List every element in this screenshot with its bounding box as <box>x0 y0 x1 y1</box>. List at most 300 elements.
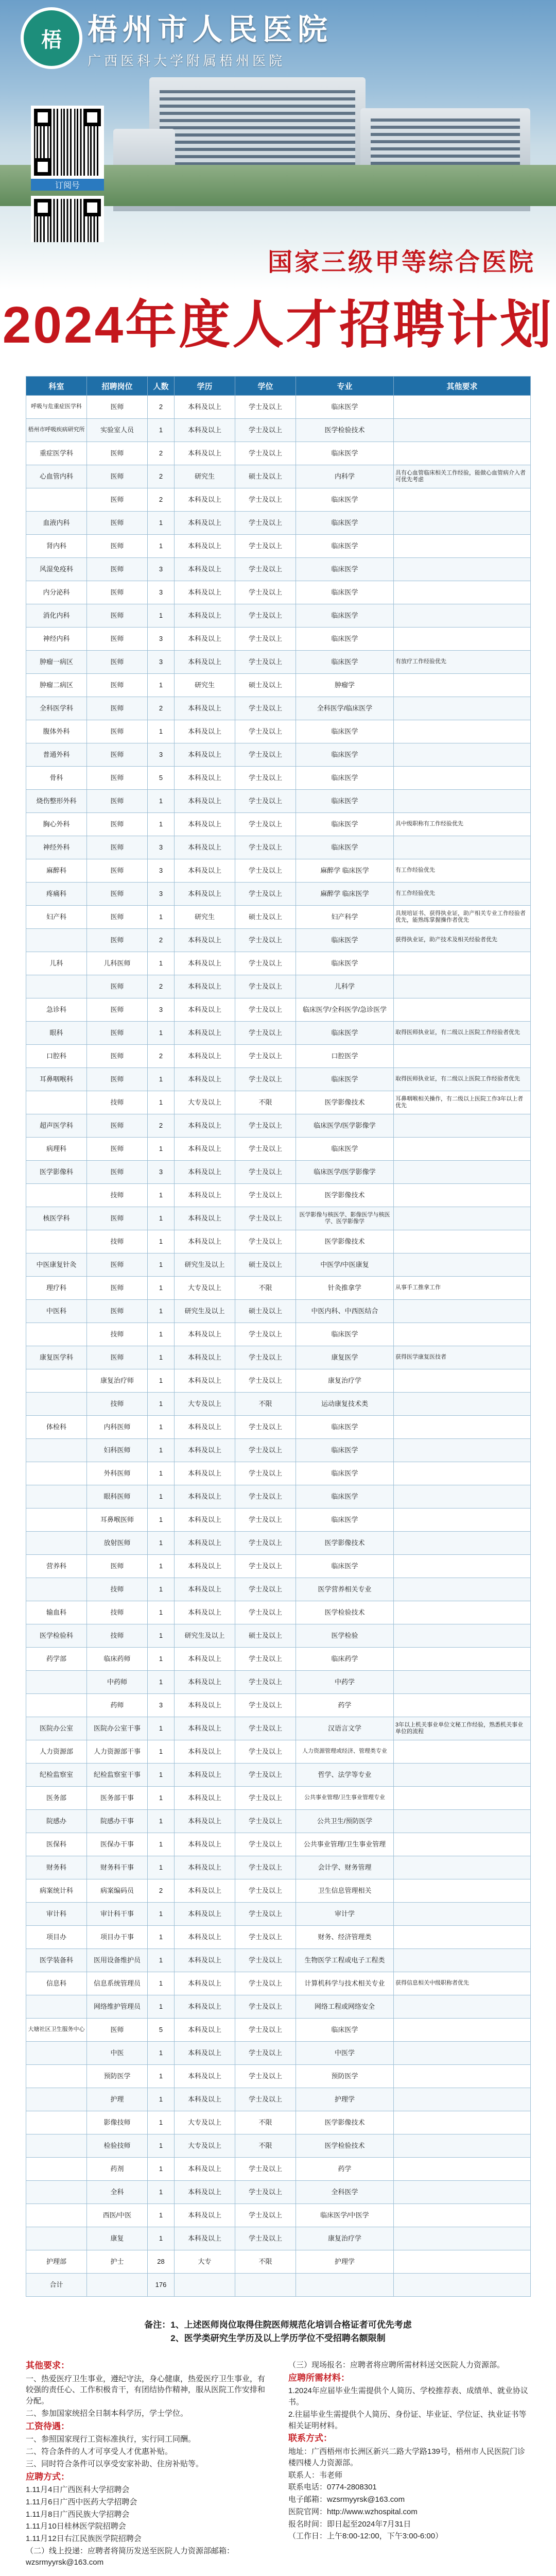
table-cell: 信息系统管理员 <box>87 1972 148 1995</box>
table-row <box>26 790 531 813</box>
table-cell: 内科学 <box>296 465 394 488</box>
table-cell: 1 <box>148 1532 175 1555</box>
table-cell: 纪检监察室干事 <box>87 1764 148 1787</box>
table-row <box>26 813 531 836</box>
table-cell: 医师 <box>87 442 148 465</box>
table-cell: 本科及以上 <box>175 1856 235 1879</box>
table-row <box>26 488 531 512</box>
table-cell <box>394 1856 531 1879</box>
table-cell: 临床医学 <box>296 743 394 767</box>
table-cell: 大专 <box>175 2250 235 2274</box>
table-cell: 大专及以上 <box>175 1091 235 1114</box>
table-cell: 神经外科 <box>26 836 87 859</box>
table-cell: 1 <box>148 1856 175 1879</box>
table-cell: 药学 <box>296 2158 394 2181</box>
table-cell: 本科及以上 <box>175 2065 235 2088</box>
table-cell: 学士及以上 <box>235 1856 296 1879</box>
table-cell: 临床医学/全科医学/急诊医学 <box>296 998 394 1022</box>
table-cell: 1 <box>148 1439 175 1462</box>
table-cell: 学士及以上 <box>235 697 296 720</box>
table-cell: 本科及以上 <box>175 1045 235 1068</box>
table-cell: 学士及以上 <box>235 2065 296 2088</box>
table-cell <box>394 1207 531 1230</box>
info-line: 医院官网：http://www.wzhospital.com <box>288 2507 418 2516</box>
table-cell: 康复治疗学 <box>296 1369 394 1393</box>
table-cell: 实验室人员 <box>87 419 148 442</box>
table-cell <box>394 2204 531 2227</box>
table-cell: 学士及以上 <box>235 1462 296 1485</box>
table-cell: 学士及以上 <box>235 1764 296 1787</box>
table-cell: 医学检验技术 <box>296 419 394 442</box>
table-row <box>26 1114 531 1138</box>
info-line: 一、参照国家现行工资标准执行，实行同工同酬。 <box>26 2435 196 2444</box>
table-cell <box>26 1184 87 1207</box>
table-cell <box>394 836 531 859</box>
table-cell: 项目办干事 <box>87 1926 148 1949</box>
info-line: 1.11月6日广西中医药大学招聘会 <box>26 2497 137 2506</box>
table-cell: 临床医学 <box>296 1509 394 1532</box>
table-cell: 疼痛科 <box>26 883 87 906</box>
table-cell <box>394 1578 531 1601</box>
table-cell: 全科医学/临床医学 <box>296 697 394 720</box>
table-cell: 学士及以上 <box>235 2019 296 2042</box>
table-cell: 本科及以上 <box>175 604 235 628</box>
table-cell: 1 <box>148 1764 175 1787</box>
table-row <box>26 883 531 906</box>
table-row <box>26 836 531 859</box>
table-cell: 1 <box>148 813 175 836</box>
table-cell <box>394 1045 531 1068</box>
table-cell <box>296 2274 394 2297</box>
table-cell: 2 <box>148 442 175 465</box>
table-row <box>26 1555 531 1578</box>
table-cell: 麻醉学 临床医学 <box>296 883 394 906</box>
table-cell: 麻醉科 <box>26 859 87 883</box>
table-cell: 5 <box>148 2019 175 2042</box>
table-cell: 学士及以上 <box>235 859 296 883</box>
table-cell: 1 <box>148 1416 175 1439</box>
table-cell: 肿瘤二病区 <box>26 674 87 697</box>
table-row <box>26 1694 531 1717</box>
table-cell: 临床医学 <box>296 790 394 813</box>
table-cell <box>26 1369 87 1393</box>
table-cell: 1 <box>148 1277 175 1300</box>
info-right-column <box>288 2360 530 2543</box>
table-cell: 本科及以上 <box>175 512 235 535</box>
table-cell: 技师 <box>87 1184 148 1207</box>
table-cell: 1 <box>148 2065 175 2088</box>
table-cell <box>87 2274 148 2297</box>
table-cell: 1 <box>148 1253 175 1277</box>
table-cell <box>394 1555 531 1578</box>
table-cell <box>394 1810 531 1833</box>
table-cell: 卫生信息管理相关 <box>296 1879 394 1903</box>
table-cell: 病案编码员 <box>87 1879 148 1903</box>
table-cell: 护理学 <box>296 2250 394 2274</box>
table-cell: 1 <box>148 906 175 929</box>
table-cell: 本科及以上 <box>175 929 235 952</box>
table-cell: 医师 <box>87 581 148 604</box>
table-cell: 心血管内科 <box>26 465 87 488</box>
table-cell: 研究生 <box>175 906 235 929</box>
table-cell: 获得信息相关中级职称者优先 <box>394 1972 531 1995</box>
table-cell: 本科及以上 <box>175 1138 235 1161</box>
table-cell: 技师 <box>87 1601 148 1624</box>
table-cell: 医师 <box>87 1068 148 1091</box>
table-cell: 学士及以上 <box>235 1184 296 1207</box>
table-cell: 药学部 <box>26 1648 87 1671</box>
table-cell: 3 <box>148 836 175 859</box>
table-cell: 学士及以上 <box>235 1671 296 1694</box>
table-cell: 1 <box>148 2227 175 2250</box>
table-cell: 胸心外科 <box>26 813 87 836</box>
table-cell: 医师 <box>87 1253 148 1277</box>
table-cell: 学士及以上 <box>235 813 296 836</box>
table-row <box>26 2111 531 2134</box>
table-cell: 学士及以上 <box>235 604 296 628</box>
table-cell <box>26 2134 87 2158</box>
table-cell: 医师 <box>87 488 148 512</box>
table-cell: 学士及以上 <box>235 1879 296 1903</box>
table-cell: 医学检验科 <box>26 1624 87 1648</box>
table-cell: 具中级职称有工作经验优先 <box>394 813 531 836</box>
table-row <box>26 906 531 929</box>
table-cell: 学士及以上 <box>235 1995 296 2019</box>
table-cell: 学士及以上 <box>235 1416 296 1439</box>
table-cell <box>394 767 531 790</box>
table-row <box>26 1926 531 1949</box>
table-cell: 耳鼻喉医师 <box>87 1509 148 1532</box>
table-body <box>26 396 531 2297</box>
table-cell <box>394 604 531 628</box>
table-cell: 学士及以上 <box>235 512 296 535</box>
table-cell <box>394 396 531 419</box>
table-cell: 西医/中医 <box>87 2204 148 2227</box>
table-cell: 临床医学 <box>296 929 394 952</box>
table-cell: 本科及以上 <box>175 1787 235 1810</box>
table-cell: 本科及以上 <box>175 1439 235 1462</box>
table-cell <box>394 488 531 512</box>
table-cell: 大专及以上 <box>175 2111 235 2134</box>
table-cell: 1 <box>148 1138 175 1161</box>
info-left-column <box>26 2360 268 2569</box>
table-row <box>26 651 531 674</box>
table-cell: 1 <box>148 1648 175 1671</box>
table-cell: 医师 <box>87 975 148 998</box>
table-cell: 获得执业证，助产技术及相关经验者优先 <box>394 929 531 952</box>
table-cell: 本科及以上 <box>175 1926 235 1949</box>
table-cell: 学士及以上 <box>235 1369 296 1393</box>
table-cell: 血液内科 <box>26 512 87 535</box>
table-cell: 医师 <box>87 604 148 628</box>
table-cell: 学士及以上 <box>235 790 296 813</box>
table-cell: 预防医学 <box>87 2065 148 2088</box>
table-cell: 技师 <box>87 1091 148 1114</box>
table-cell: 医师 <box>87 512 148 535</box>
table-cell: 1 <box>148 2042 175 2065</box>
table-cell: 本科及以上 <box>175 998 235 1022</box>
table-cell: 肾内科 <box>26 535 87 558</box>
table-cell <box>394 442 531 465</box>
table-cell: 中医学 <box>296 2042 394 2065</box>
table-cell: 1 <box>148 1972 175 1995</box>
table-cell: 本科及以上 <box>175 2019 235 2042</box>
table-cell: 耳鼻咽喉相关操作，有二级以上医院工作3年以上者优先 <box>394 1091 531 1114</box>
table-cell <box>394 581 531 604</box>
table-cell <box>26 1323 87 1346</box>
table-cell: 临床医学 <box>296 535 394 558</box>
table-row <box>26 2204 531 2227</box>
table-cell: 学士及以上 <box>235 2088 296 2111</box>
table-cell: 学士及以上 <box>235 1439 296 1462</box>
table-cell: 学士及以上 <box>235 2227 296 2250</box>
table-cell: 审计科 <box>26 1903 87 1926</box>
table-row <box>26 674 531 697</box>
table-row <box>26 1485 531 1509</box>
table-cell: 本科及以上 <box>175 558 235 581</box>
info-heading: 应聘方式： <box>26 2471 70 2482</box>
table-cell: 2 <box>148 1879 175 1903</box>
table-cell: 1 <box>148 1949 175 1972</box>
table-cell: 中医科 <box>26 1300 87 1323</box>
table-cell: 不限 <box>235 2111 296 2134</box>
table-cell: 肿瘤学 <box>296 674 394 697</box>
table-row <box>26 1972 531 1995</box>
table-cell: 临床医学 <box>296 2019 394 2042</box>
table-cell: 腹体外科 <box>26 720 87 743</box>
table-cell: 中医 <box>87 2042 148 2065</box>
table-cell: 临床医学 <box>296 396 394 419</box>
table-cell: 不限 <box>235 2134 296 2158</box>
table-cell: 本科及以上 <box>175 396 235 419</box>
table-cell <box>394 512 531 535</box>
table-cell: 检验技师 <box>87 2134 148 2158</box>
table-cell: 1 <box>148 1601 175 1624</box>
table-row <box>26 1416 531 1439</box>
info-line: 2.往届毕业生需提供个人简历、身份证、毕业证、学位证、执业证书等相关证明材料。 <box>288 2410 527 2430</box>
table-cell: 学士及以上 <box>235 998 296 1022</box>
table-cell: 2 <box>148 929 175 952</box>
table-cell: 麻醉学 临床医学 <box>296 859 394 883</box>
table-cell: 合计 <box>26 2274 87 2297</box>
recruitment-table <box>26 376 531 2297</box>
table-cell: 学士及以上 <box>235 975 296 998</box>
table-cell: 本科及以上 <box>175 488 235 512</box>
table-cell: 本科及以上 <box>175 1346 235 1369</box>
table-cell: 医学影像技术 <box>296 1091 394 1114</box>
table-cell: 学士及以上 <box>235 628 296 651</box>
table-cell: 妇产科学 <box>296 906 394 929</box>
table-cell: 体检科 <box>26 1416 87 1439</box>
table-cell: 临床医学/医学影像学 <box>296 1114 394 1138</box>
info-line: 联系电话：0774-2808301 <box>288 2483 377 2492</box>
table-cell: 1 <box>148 2111 175 2134</box>
table-cell: 医师 <box>87 1277 148 1300</box>
table-cell: 有工作经验优先 <box>394 883 531 906</box>
table-cell: 临床医学 <box>296 1555 394 1578</box>
table-cell: 临床医学 <box>296 651 394 674</box>
table-cell: 本科及以上 <box>175 1323 235 1346</box>
table-cell: 妇产科 <box>26 906 87 929</box>
table-row <box>26 952 531 975</box>
table-cell <box>394 1949 531 1972</box>
table-cell: 医师 <box>87 396 148 419</box>
table-cell: 本科及以上 <box>175 1207 235 1230</box>
table-cell: 医师 <box>87 929 148 952</box>
table-cell <box>26 1532 87 1555</box>
table-cell <box>26 2227 87 2250</box>
qr-code-subscription[interactable] <box>31 106 104 179</box>
table-row <box>26 1995 531 2019</box>
table-cell: 医师 <box>87 1207 148 1230</box>
table-cell <box>394 1439 531 1462</box>
table-cell: 医学影像与核医学、影像医学与核医学、医学影像学 <box>296 1207 394 1230</box>
table-cell: 1 <box>148 512 175 535</box>
table-cell <box>394 998 531 1022</box>
table-cell <box>394 2134 531 2158</box>
table-cell: 1 <box>148 1578 175 1601</box>
table-cell: 中医康复针灸 <box>26 1253 87 1277</box>
table-cell: 医师 <box>87 2019 148 2042</box>
table-cell: 1 <box>148 1671 175 1694</box>
table-row <box>26 2134 531 2158</box>
table-cell: 临床医学 <box>296 813 394 836</box>
table-cell: 护理学 <box>296 2088 394 2111</box>
table-cell: 医师 <box>87 628 148 651</box>
table-cell: 临床医学 <box>296 720 394 743</box>
table-cell: 营养科 <box>26 1555 87 1578</box>
table-cell: 本科及以上 <box>175 1995 235 2019</box>
table-cell: 医师 <box>87 535 148 558</box>
table-cell: 医学检验 <box>296 1624 394 1648</box>
table-cell: 临床医学 <box>296 836 394 859</box>
table-cell: 康复医学 <box>296 1346 394 1369</box>
table-cell: 1 <box>148 1509 175 1532</box>
table-cell <box>394 743 531 767</box>
table-cell: 1 <box>148 1740 175 1764</box>
table-cell: 2 <box>148 488 175 512</box>
table-cell: 护理 <box>87 2088 148 2111</box>
table-header-cell: 学历 <box>175 377 235 396</box>
table-cell: 影像技师 <box>87 2111 148 2134</box>
table-cell: 学士及以上 <box>235 1045 296 1068</box>
table-cell: 硕士及以上 <box>235 1300 296 1323</box>
table-cell <box>394 419 531 442</box>
table-cell: 普通外科 <box>26 743 87 767</box>
table-cell: 临床医学 <box>296 1068 394 1091</box>
table-cell: 临床医学 <box>296 604 394 628</box>
table-row <box>26 1161 531 1184</box>
table-row <box>26 1091 531 1114</box>
table-cell <box>394 2111 531 2134</box>
table-cell: 研究生及以上 <box>175 1300 235 1323</box>
table-cell: 全科医学科 <box>26 697 87 720</box>
table-row <box>26 1578 531 1601</box>
table-cell <box>26 929 87 952</box>
info-line: 二、参加国家统招全日制本科学历，学士学位。 <box>26 2409 188 2418</box>
table-cell: 医师 <box>87 1045 148 1068</box>
table-row <box>26 767 531 790</box>
table-cell: 病案统计科 <box>26 1879 87 1903</box>
table-row <box>26 1369 531 1393</box>
table-cell: 内分泌科 <box>26 581 87 604</box>
table-cell: 全科 <box>87 2181 148 2204</box>
table-cell: 硕士及以上 <box>235 906 296 929</box>
table-cell: 技师 <box>87 1624 148 1648</box>
table-cell: 本科及以上 <box>175 1578 235 1601</box>
table-cell: 学士及以上 <box>235 1949 296 1972</box>
table-cell: 公共卫生/预防医学 <box>296 1810 394 1833</box>
table-cell: 学士及以上 <box>235 1926 296 1949</box>
table-cell: 风湿免疫科 <box>26 558 87 581</box>
table-cell: 审计科干事 <box>87 1903 148 1926</box>
table-cell <box>26 1091 87 1114</box>
table-row <box>26 1810 531 1833</box>
table-cell: 技师 <box>87 1230 148 1253</box>
table-row <box>26 419 531 442</box>
table-cell: 医学检验技术 <box>296 1601 394 1624</box>
table-cell: 全科医学 <box>296 2181 394 2204</box>
table-cell: 具有心血管临床相关工作经验，能做心血管病介入者可优先考虑 <box>394 465 531 488</box>
table-cell: 本科及以上 <box>175 1601 235 1624</box>
table-row <box>26 558 531 581</box>
table-cell: 纪检监察室 <box>26 1764 87 1787</box>
info-line: 一、热爱医疗卫生事业，遵纪守法，身心健康，热爱医疗卫生事业，有较强的责任心、工作积极肯干，有团结协作精神，服从医院工作安排和分配。 <box>26 2374 266 2406</box>
table-cell <box>394 2019 531 2042</box>
table-cell: 项目办 <box>26 1926 87 1949</box>
table-cell: 药师 <box>87 1694 148 1717</box>
table-row <box>26 929 531 952</box>
table-cell: 学士及以上 <box>235 1509 296 1532</box>
table-row <box>26 998 531 1022</box>
table-cell: 临床医学 <box>296 558 394 581</box>
table-cell: 临床医学/医学影像学 <box>296 1161 394 1184</box>
table-cell: 学士及以上 <box>235 929 296 952</box>
table-cell: 取得医师执业证，有二级以上医院工作经验者优先 <box>394 1068 531 1091</box>
table-cell: 1 <box>148 2204 175 2227</box>
table-cell: 学士及以上 <box>235 720 296 743</box>
table-cell <box>26 2204 87 2227</box>
table-cell: 医师 <box>87 465 148 488</box>
table-row <box>26 1879 531 1903</box>
table-cell <box>26 1462 87 1485</box>
table-cell: 医师 <box>87 1346 148 1369</box>
table-cell: 医师 <box>87 743 148 767</box>
table-cell: 学士及以上 <box>235 1022 296 1045</box>
table-cell: 临床药师 <box>87 1648 148 1671</box>
table-cell: 大专及以上 <box>175 1277 235 1300</box>
table-cell: 医务部干事 <box>87 1787 148 1810</box>
table-cell: 1 <box>148 1787 175 1810</box>
table-cell: 2 <box>148 1114 175 1138</box>
table-cell: 医用设备维护员 <box>87 1949 148 1972</box>
table-cell: 2 <box>148 697 175 720</box>
table-cell: 本科及以上 <box>175 1462 235 1485</box>
table-cell <box>394 2250 531 2274</box>
table-cell: 学士及以上 <box>235 488 296 512</box>
table-cell: 1 <box>148 419 175 442</box>
table-cell: 3 <box>148 628 175 651</box>
table-row <box>26 1624 531 1648</box>
table-cell: 妇科医师 <box>87 1439 148 1462</box>
table-cell: 医师 <box>87 836 148 859</box>
table-cell <box>394 1462 531 1485</box>
table-cell: 本科及以上 <box>175 1740 235 1764</box>
table-cell: 1 <box>148 1068 175 1091</box>
table-row <box>26 512 531 535</box>
table-cell: 医师 <box>87 558 148 581</box>
table-cell: 医学营养相关专业 <box>296 1578 394 1601</box>
